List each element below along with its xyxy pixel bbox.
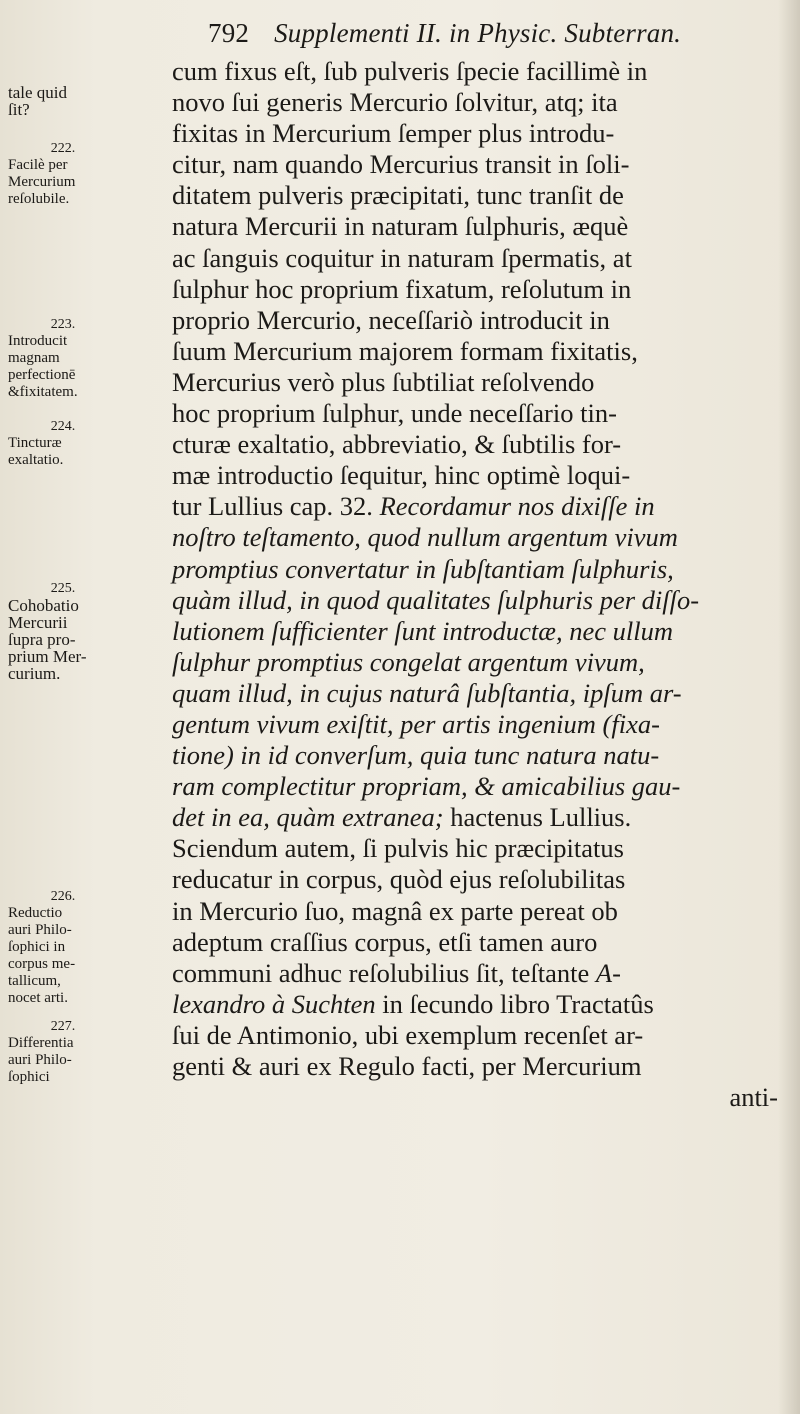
margin-number: 224. — [50, 419, 76, 434]
text-line: hoc proprium ſulphur, unde neceſſario tin- — [172, 398, 617, 429]
text-line: ac ſanguis coquitur in naturam ſpermatis, at — [172, 242, 632, 273]
margin-note-225 — [8, 580, 158, 682]
margin-label: Tincturæ — [8, 435, 62, 451]
quote-end: det in ea, quàm extranea; — [172, 802, 444, 833]
author-line-rest: in ſecundo libro Tractatûs — [382, 988, 654, 1019]
text-line: ditatem pulveris præcipitati, tunc tranſit de — [172, 180, 624, 211]
text-segment: communi adhuc reſolubilius ſit, teſtante — [172, 957, 590, 988]
text-line — [172, 491, 788, 522]
margin-note-top — [8, 84, 158, 118]
text-line: ſui de Antimonio, ubi exemplum recenſet ar- — [172, 1019, 644, 1050]
margin-label: tallicum, — [8, 973, 61, 989]
margin-label: nocet arti. — [8, 990, 68, 1006]
running-title: Supplementi II. in Physic. Subterran. — [274, 18, 682, 48]
lullius-lead: tur Lullius cap. 32. — [172, 491, 373, 522]
margin-label: tale quid — [8, 83, 68, 102]
margin-number: 223. — [50, 317, 76, 332]
margin-label: reſolubile. — [8, 191, 70, 207]
quote-line: tione) in id converſum, quia tunc natura natu- — [172, 740, 660, 771]
text-line — [172, 958, 788, 989]
margin-label: Differentia — [8, 1035, 74, 1051]
margin-label: Cohobatio — [8, 596, 79, 615]
margin-label: ſupra pro- — [8, 630, 76, 649]
text-line: reducatur in corpus, quòd ejus reſolubilitas — [172, 864, 626, 895]
page-number: 792 — [208, 18, 250, 48]
quote-line: promptius convertatur in ſubſtantiam ſulphuris, — [172, 553, 674, 584]
margin-label: magnam — [8, 350, 60, 366]
quote-line: lutionem ſufficienter ſunt introductæ, nec ullum — [172, 615, 673, 646]
margin-label: perfectionē — [8, 367, 76, 383]
margin-label: Mercurii — [8, 613, 68, 632]
margin-number: 225. — [50, 581, 76, 596]
margin-label: exaltatio. — [8, 452, 64, 468]
text-line — [172, 802, 788, 833]
text-line: ſulphur hoc proprium fixatum, reſolutum in — [172, 273, 632, 304]
margin-label: Introducit — [8, 333, 68, 349]
margin-label: ſophici in — [8, 939, 66, 955]
catchword: anti- — [729, 1082, 778, 1113]
quote-line: quam illud, in cujus naturâ ſubſtantia, ipſum ar- — [172, 677, 682, 708]
text-line: adeptum craſſius corpus, etſi tamen auro — [172, 926, 598, 957]
text-line: ſuum Mercurium majorem formam fixitatis, — [172, 335, 638, 366]
margin-label: Facilè per — [8, 157, 68, 173]
margin-label: curium. — [8, 664, 61, 683]
margin-note-226 — [8, 888, 158, 1007]
quote-line: gentum vivum exiſtit, per artis ingenium (fixa- — [172, 708, 660, 739]
text-line: genti & auri ex Regulo facti, per Mercurium — [172, 1051, 642, 1081]
margin-note-224 — [8, 418, 158, 469]
text-line: Mercurius verò plus ſubtiliat reſolvendo — [172, 366, 595, 397]
text-line: fixitas in Mercurium ſemper plus introdu- — [172, 118, 615, 149]
author-name: A- — [595, 957, 621, 988]
quote-start: Recordamur nos dixiſſe in — [379, 491, 655, 522]
text-line: cturæ exaltatio, abbreviatio, & ſubtilis for- — [172, 429, 622, 460]
margin-number: 222. — [50, 141, 76, 156]
margin-number: 226. — [50, 889, 76, 904]
author-line-start: lexandro à Suchten — [172, 988, 376, 1019]
margin-label: auri Philo- — [8, 922, 72, 938]
text-line — [172, 989, 788, 1020]
text-line: mæ introductio ſequitur, hinc optimè loqui- — [172, 460, 631, 491]
main-text — [172, 56, 788, 1113]
margin-label: ſit? — [8, 100, 30, 119]
margin-label: corpus me- — [8, 956, 76, 972]
text-line: citur, nam quando Mercurius transit in ſoli- — [172, 149, 630, 180]
quote-line: quàm illud, in quod qualitates ſulphuris per diſſo- — [172, 584, 700, 615]
quote-line: ſulphur promptius congelat argentum vivum, — [172, 646, 645, 677]
margin-label: &fixitatem. — [8, 384, 78, 400]
text-line: novo ſui generis Mercurio ſolvitur, atq; ita — [172, 87, 618, 118]
margin-label: Reductio — [8, 905, 63, 921]
margin-note-223 — [8, 316, 158, 401]
text-line: in Mercurio ſuo, magnâ ex parte pereat ob — [172, 895, 618, 926]
text-line: proprio Mercurio, neceſſariò introducit in — [172, 304, 610, 335]
quote-line: noſtro teſtamento, quod nullum argentum vivum — [172, 522, 678, 553]
margin-label: auri Philo- — [8, 1052, 72, 1068]
margin-label: prium Mer- — [8, 647, 87, 666]
quote-end-tail: hactenus Lullius. — [450, 802, 632, 833]
margin-label: Mercurium — [8, 174, 76, 190]
text-line: natura Mercurii in naturam ſulphuris, æquè — [172, 211, 629, 242]
quote-line: ram complectitur propriam, & amicabilius gau- — [172, 771, 681, 802]
margin-label: ſophici — [8, 1069, 50, 1085]
margin-note-222 — [8, 140, 158, 208]
text-line: Sciendum autem, ſi pulvis hic præcipitatus — [172, 833, 624, 864]
margin-note-227 — [8, 1018, 158, 1086]
margin-number: 227. — [50, 1019, 76, 1034]
text-line: cum fixus eſt, ſub pulveris ſpecie facillimè in — [172, 56, 648, 86]
